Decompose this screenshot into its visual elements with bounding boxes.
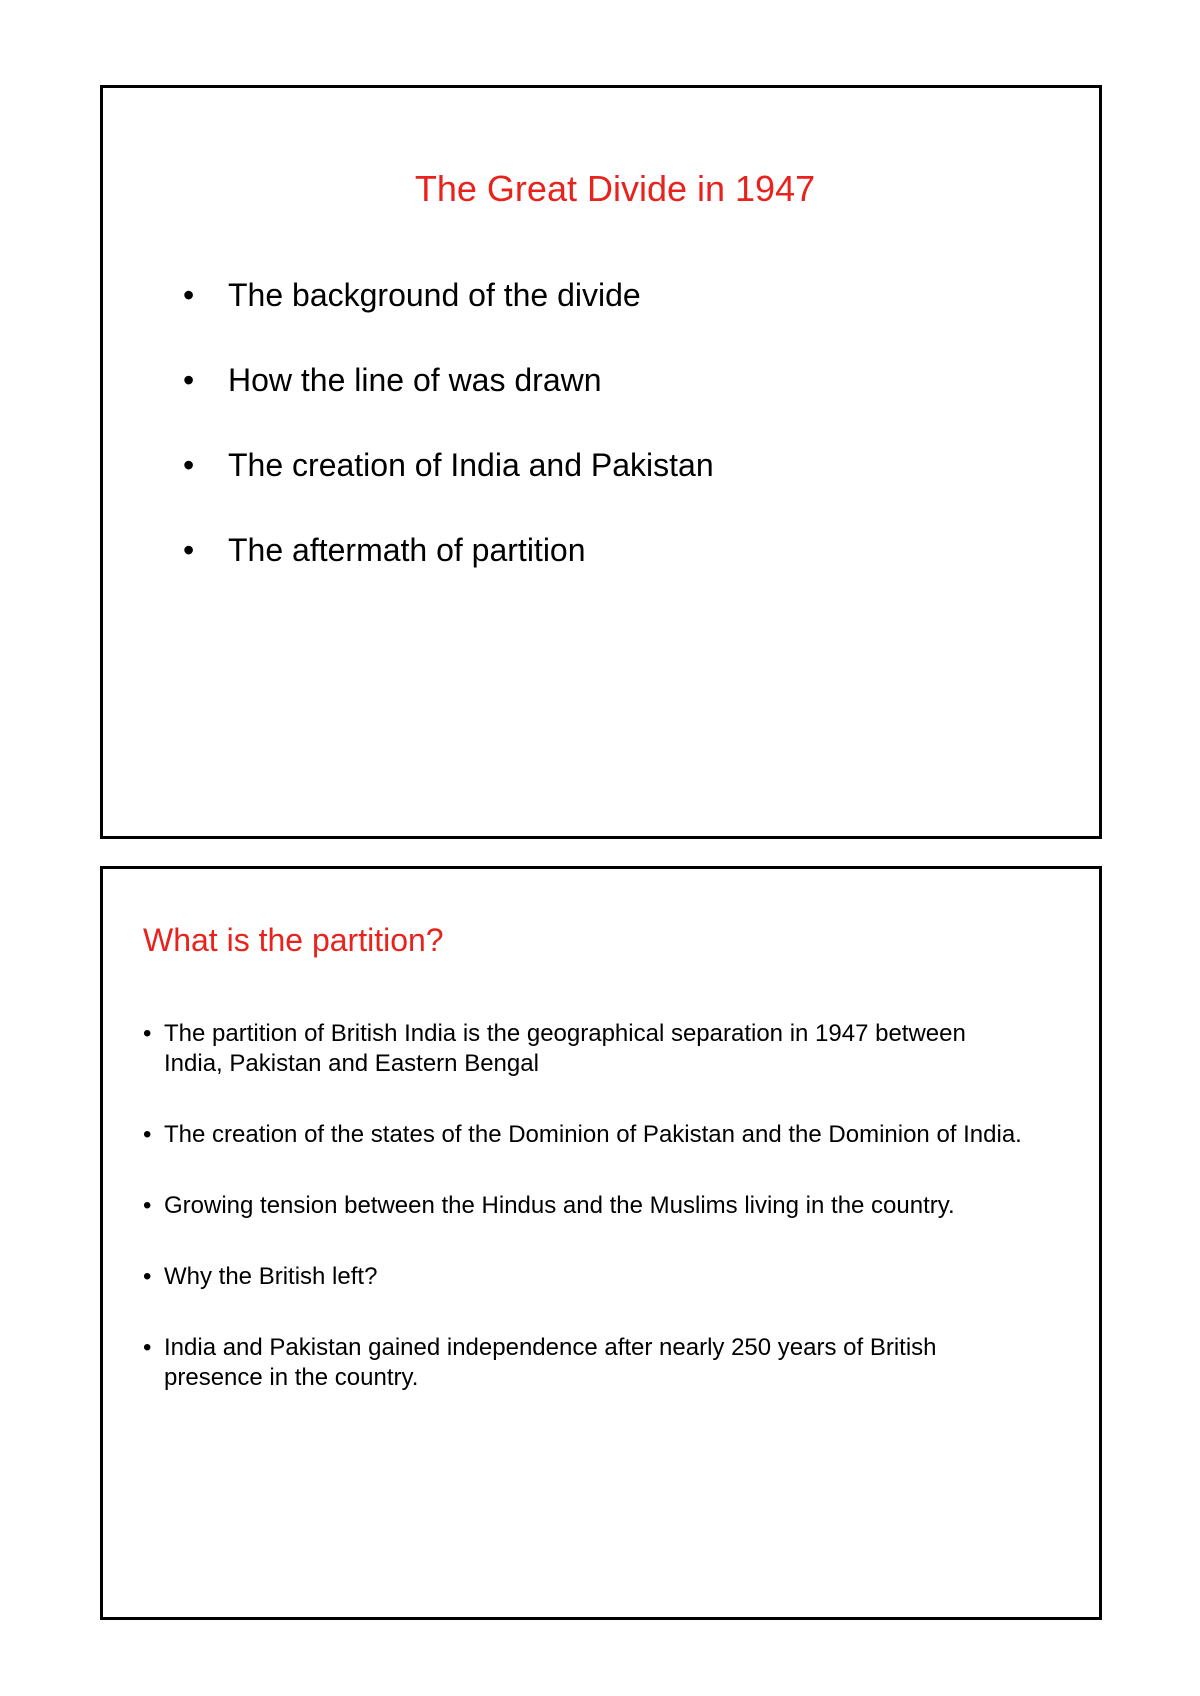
slide-great-divide	[100, 85, 1102, 839]
slide-what-is-partition	[100, 866, 1102, 1620]
list-item-text: How the line of was drawn	[228, 362, 602, 398]
list-item-text: Why the British left?	[164, 1263, 378, 1290]
bullet-icon: •	[183, 447, 195, 483]
list-item-text: The creation of India and Pakistan	[228, 447, 714, 483]
bullet-icon: •	[183, 362, 195, 398]
list-item	[183, 361, 714, 399]
bullet-list	[183, 276, 714, 616]
slide-title: The Great Divide in 1947	[414, 168, 816, 209]
list-item	[143, 1019, 1023, 1079]
bullet-icon: •	[143, 1020, 152, 1047]
list-item	[183, 531, 714, 569]
list-item-text: Growing tension between the Hindus and the Muslims living in the country.	[164, 1192, 955, 1219]
bullet-icon: •	[183, 277, 195, 313]
list-item	[143, 1191, 1023, 1221]
bullet-icon: •	[183, 532, 195, 568]
bullet-icon: •	[143, 1263, 152, 1290]
list-item-text: The background of the divide	[228, 277, 641, 313]
list-item	[143, 1333, 1023, 1393]
bullet-list	[143, 1019, 1023, 1434]
list-item	[183, 276, 714, 314]
list-item-text: India and Pakistan gained independence after nearly 250 years of British presence in the country.	[164, 1334, 937, 1391]
bullet-icon: •	[143, 1192, 152, 1219]
list-item-text: The aftermath of partition	[228, 532, 586, 568]
bullet-icon: •	[143, 1121, 152, 1148]
slide-title: What is the partition?	[143, 922, 444, 958]
list-item	[183, 446, 714, 484]
list-item	[143, 1120, 1023, 1150]
list-item	[143, 1262, 1023, 1292]
list-item-text: The creation of the states of the Dominion of Pakistan and the Dominion of India.	[164, 1121, 1022, 1148]
bullet-icon: •	[143, 1334, 152, 1361]
list-item-text: The partition of British India is the geographical separation in 1947 between India, Pakistan and Eastern Bengal	[164, 1020, 966, 1077]
